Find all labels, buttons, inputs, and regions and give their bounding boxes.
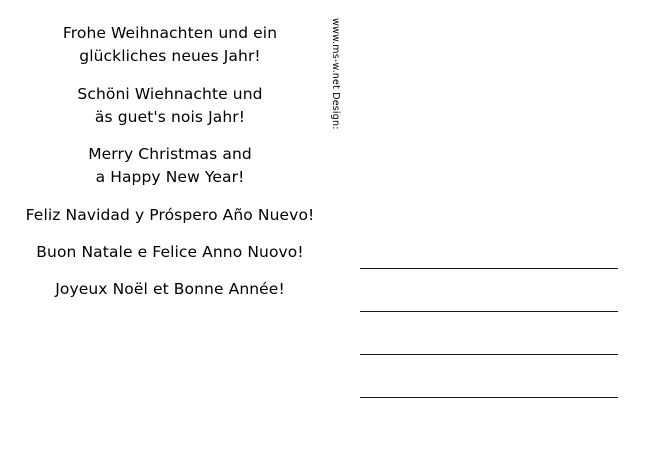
greeting-line: Buon Natale e Felice Anno Nuovo!: [36, 242, 304, 261]
address-lines: [360, 268, 618, 398]
greeting-line: a Happy New Year!: [95, 168, 245, 187]
greeting-line: Joyeux Noël et Bonne Année!: [55, 280, 285, 298]
greeting-italian: [0, 241, 340, 264]
greetings-block: [0, 22, 340, 315]
greeting-spanish: [0, 204, 340, 227]
address-line[interactable]: [360, 311, 618, 312]
address-line[interactable]: [360, 397, 618, 398]
greeting-line: Schöni Wiehnachte und: [77, 84, 263, 103]
greeting-line: glückliches neues Jahr!: [79, 47, 261, 66]
greeting-french: [0, 278, 340, 301]
vertical-credit: [330, 18, 352, 198]
greeting-line: Merry Christmas and: [88, 145, 252, 163]
greeting-english: [0, 143, 340, 190]
vertical-credit-text: www.ms-w.net Design:: [330, 18, 341, 130]
greeting-line: Feliz Navidad y Próspero Año Nuevo!: [25, 205, 315, 224]
address-line[interactable]: [360, 354, 618, 355]
address-line[interactable]: [360, 268, 618, 269]
greeting-line: äs guet's nois Jahr!: [94, 107, 246, 126]
greeting-german: [0, 22, 340, 69]
greeting-swiss-german: [0, 83, 340, 130]
greeting-line: Frohe Weihnachten und ein: [62, 24, 278, 42]
